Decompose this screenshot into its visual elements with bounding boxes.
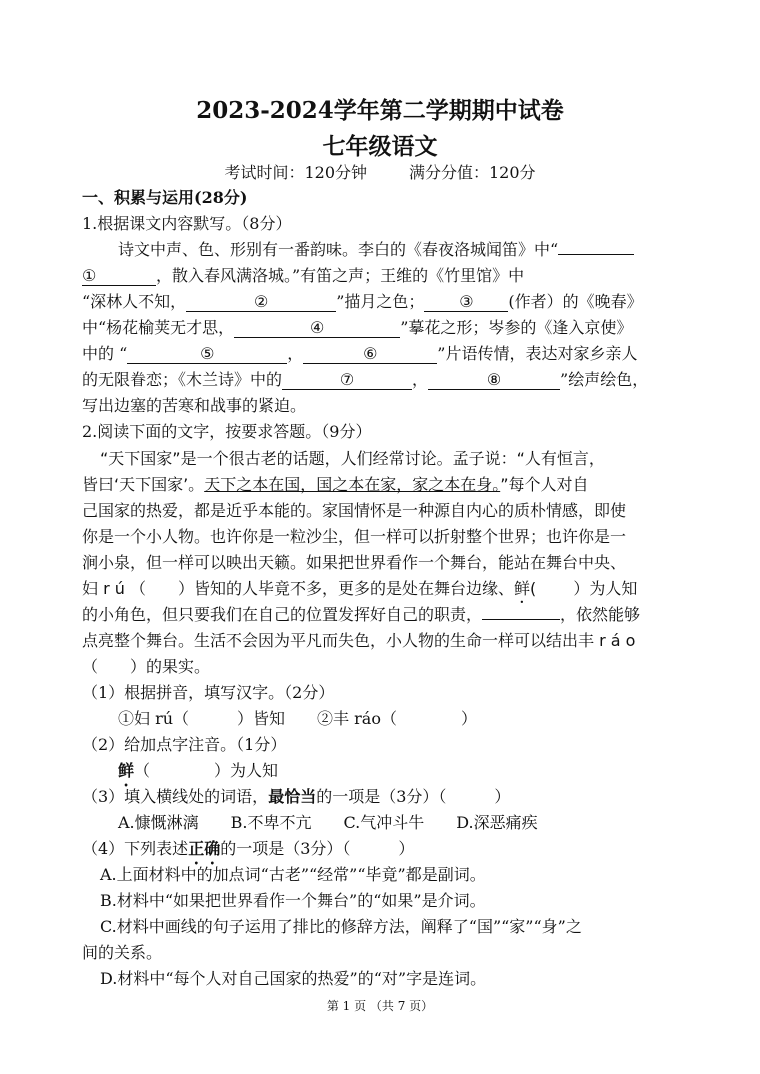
passage-line-6: 妇 r ú （ ）皆知的人毕竟不多，更多的是处在舞台边缘、鲜( ）为人知 xyxy=(82,579,638,598)
passage-line-9: （ ）的果实。 xyxy=(82,657,211,676)
sub-question-1-items: ①妇 rú（ ）皆知 ②丰 ráo（ ） xyxy=(118,709,477,728)
sub-question-3-options: A.慷慨淋漓 B.不卑不亢 C.气冲斗牛 D.深恶痛疾 xyxy=(118,813,538,832)
q1-line-6: 的无限眷恋；《木兰诗》中的 ⑦ ， ⑧ ”绘声绘色， xyxy=(82,370,649,389)
option-b: B.材料中“如果把世界看作一个舞台”的“如果”是介词。 xyxy=(100,891,486,910)
sub-question-4: （4）下列表述正确的一项是（3分）（ ） xyxy=(82,839,415,858)
q1-line-1: 诗文中声、色、形别有一番韵味。李白的《春夜洛城闻笛》中“ xyxy=(118,240,634,260)
passage-line-7: 的小角色，但只要我们在自己的位置发挥好自己的职责， ，依然能够 xyxy=(82,605,641,624)
q1-stem: 1.根据课文内容默写。（8分） xyxy=(82,214,292,233)
passage-line-5: 涧小泉，但一样可以映出天籁。如果把世界看作一个舞台，能站在舞台中央、 xyxy=(82,553,627,572)
option-d: D.材料中“每个人对自己国家的热爱”的“对”字是连词。 xyxy=(100,969,487,988)
q1-line-7: 写出边塞的苦寒和战事的紧迫。 xyxy=(82,396,307,415)
blank-2: ② xyxy=(186,293,336,312)
option-c-line-2: 间的关系。 xyxy=(82,943,163,962)
passage-line-1: “天下国家”是一个很古老的话题，人们经常讨论。孟子说：“人有恒言， xyxy=(100,449,605,468)
sub-question-2-item: 鲜（ ）为人知 xyxy=(118,761,279,780)
dotted-char: 鲜 xyxy=(513,579,530,598)
exam-title: 2023-2024学年第二学期期中试卷 xyxy=(196,97,564,124)
blank-6: ⑥ xyxy=(303,345,437,364)
q2-stem: 2.阅读下面的文字，按要求答题。（9分） xyxy=(82,422,372,441)
blank-4: ④ xyxy=(234,319,400,338)
passage-line-4: 你是一个小人物。也许你是一粒沙尘，但一样可以折射整个世界；也许你是一 xyxy=(82,527,627,546)
sub-question-3: （3）填入横线处的词语，最恰当的一项是（3分）（ ） xyxy=(82,787,511,806)
sub-question-1: （1）根据拼音，填写汉字。（2分） xyxy=(82,683,335,702)
passage-line-2: 皆曰‘天下国家’。天下之本在国，国之本在家，家之本在身。”每个人对自 xyxy=(82,475,589,494)
exam-score: 满分分值：120分 xyxy=(409,163,536,182)
page-footer: 第 1 页 （共 7 页） xyxy=(326,999,434,1013)
option-a: A.上面材料中的加点词“古老”“经常”“毕竟”都是副词。 xyxy=(100,865,486,884)
q1-line-2: ① ，散入春风满洛城。”有笛之声；王维的《竹里馆》中 xyxy=(82,266,525,285)
passage-blank xyxy=(482,619,560,620)
section-heading: 一、积累与运用(28分) xyxy=(82,188,248,207)
blank-3: ③ xyxy=(424,293,508,312)
q1-line-4: 中“杨花榆荚无才思， ④ ”摹花之形；岑参的《逢入京使》 xyxy=(82,318,633,337)
exam-subtitle: 七年级语文 xyxy=(322,133,438,160)
sub-question-2: （2）给加点字注音。（1分） xyxy=(82,735,287,754)
q1-line-3: “深林人不知， ② ”描月之色； ③ (作者）的《晚春》 xyxy=(82,292,643,311)
blank-8: ⑧ xyxy=(428,371,560,390)
option-c-line-1: C.材料中画线的句子运用了排比的修辞方法，阐释了“国”“家”“身”之 xyxy=(100,917,582,936)
passage-line-3: 己国家的热爱，都是近乎本能的。家国情怀是一种源自内心的质朴情感，即使 xyxy=(82,501,627,520)
blank-5: ⑤ xyxy=(127,345,287,364)
underlined-sentence: 天下之本在国，国之本在家，家之本在身。 xyxy=(204,475,501,494)
passage-line-8: 点亮整个舞台。生活不会因为平凡而失色，小人物的生命一样可以结出丰 r á o xyxy=(82,631,636,650)
blank-1: ① xyxy=(82,267,156,286)
exam-meta xyxy=(0,160,760,183)
q1-line-5: 中的 “ ⑤ ， ⑥ ”片语传情，表达对家乡亲人 xyxy=(82,344,638,363)
blank-7: ⑦ xyxy=(282,371,412,390)
exam-time: 考试时间：120分钟 xyxy=(224,163,367,182)
